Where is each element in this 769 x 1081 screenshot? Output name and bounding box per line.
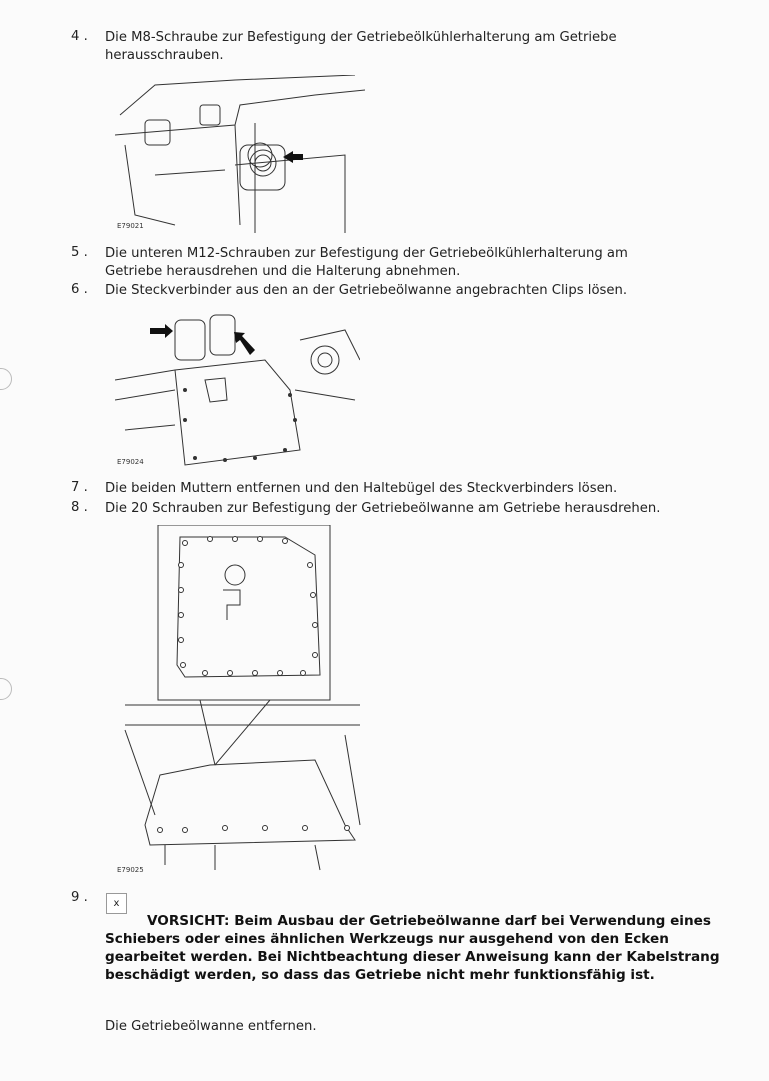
step-number: 9 . [71,890,88,905]
step-text: Die M8-Schraube zur Befestigung der Getriebeölkühlerhalterung am Getriebe herausschrauben. [105,30,617,63]
step-number: 5 . [71,245,88,260]
figure-oil-pan-bolts [115,525,365,875]
broken-image-icon: x [106,893,127,914]
figure-label: E79021 [117,222,144,230]
step-text: Die beiden Muttern entfernen und den Haltebügel des Steckverbinders lösen. [105,481,618,496]
step-text: Die unteren M12-Schrauben zur Befestigung der Getriebeölkühlerhalterung am Getriebe herausdrehen und die Halterung abnehmen. [105,246,628,279]
figure-m8-bolt [115,75,365,233]
figure-label: E79024 [117,458,144,466]
step-text: Die Steckverbinder aus den an der Getriebeölwanne angebrachten Clips lösen. [105,283,628,298]
step-number: 6 . [71,282,88,297]
figure-label: E79025 [117,866,144,874]
step-number: 4 . [71,29,88,44]
figure-connectors [115,300,360,470]
final-instruction: Die Getriebeölwanne entfernen. [105,1019,317,1034]
step-number: 8 . [71,500,88,515]
punch-hole [0,368,12,390]
step-text: Die 20 Schrauben zur Befestigung der Getriebeölwanne am Getriebe herausdrehen. [105,501,661,516]
step-number: 7 . [71,480,88,495]
caution-warning: VORSICHT: Beim Ausbau der Getriebeölwanne darf bei Verwendung eines Schiebers oder eines ähnlichen Werkzeugs nur ausgehend von den Ecken gearbeitet werden. Bei Nichtbeachtung dieser Anweisung kann der Kabelstrang beschädigt werden, so dass das Getriebe nicht mehr funktionsfähig ist. [105,913,720,983]
punch-hole [0,678,12,700]
